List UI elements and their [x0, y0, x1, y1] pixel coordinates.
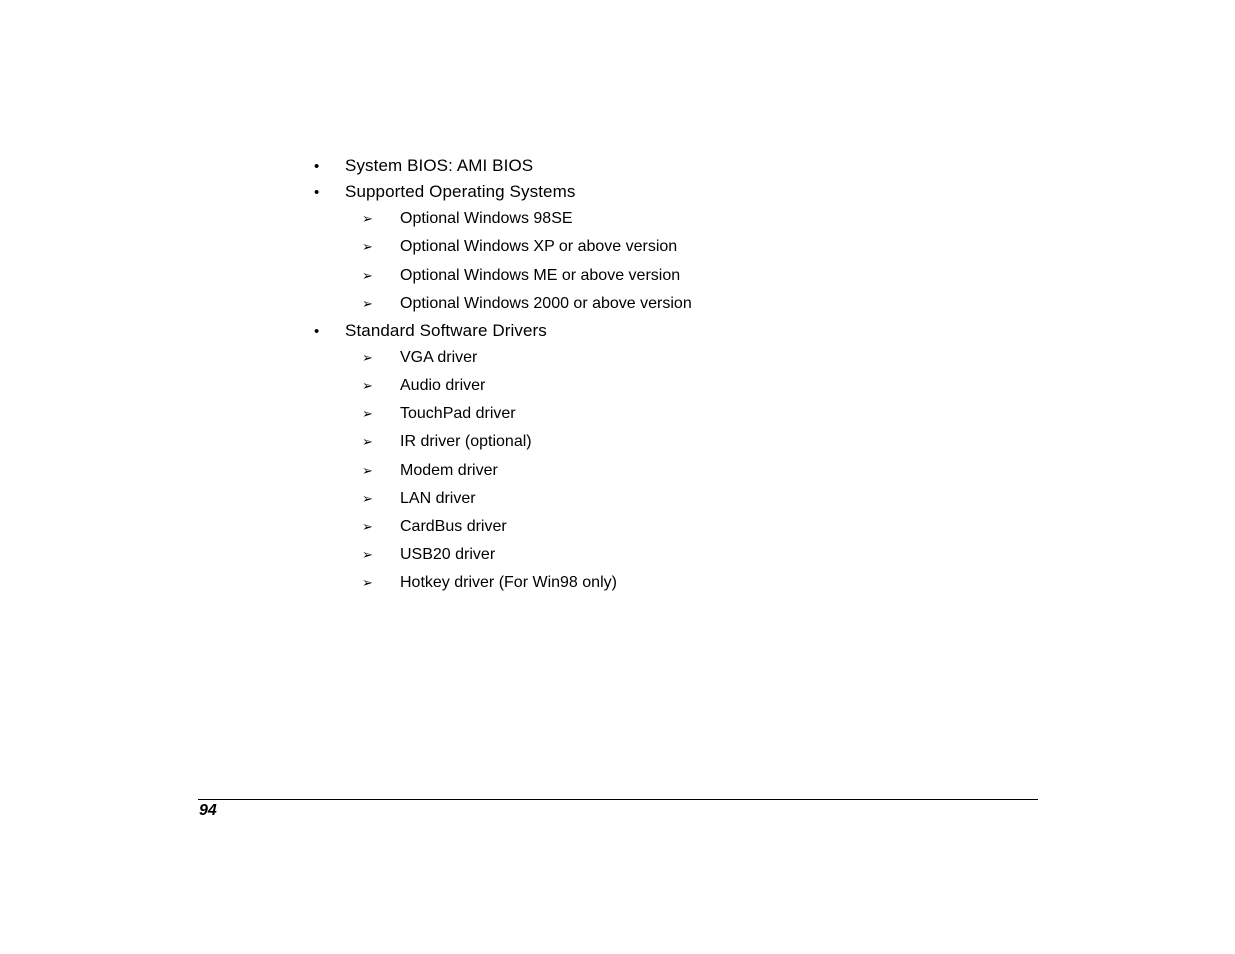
driver-item-touchpad [362, 403, 516, 425]
arrow-bullet-icon: ➢ [362, 463, 373, 478]
sub-item-text: CardBus driver [400, 518, 507, 535]
bullet-software-drivers [314, 320, 547, 343]
sub-item-text: Hotkey driver (For Win98 only) [400, 574, 617, 591]
arrow-bullet-icon: ➢ [362, 211, 373, 226]
os-item-winme [362, 265, 680, 287]
bullet-supported-os [314, 181, 575, 204]
bullet-system-bios [314, 155, 533, 178]
bullet-text: System BIOS: AMI BIOS [345, 156, 534, 175]
driver-item-ir [362, 431, 532, 453]
bullet-dot: • [314, 323, 320, 340]
arrow-bullet-icon: ➢ [362, 406, 373, 421]
bullet-text: Supported Operating Systems [345, 182, 576, 201]
os-item-winxp [362, 236, 677, 258]
sub-item-text: Optional Windows ME or above version [400, 267, 681, 284]
bullet-dot: • [314, 158, 320, 175]
driver-item-usb20 [362, 544, 495, 566]
arrow-bullet-icon: ➢ [362, 575, 373, 590]
sub-item-text: Optional Windows 98SE [400, 210, 573, 227]
driver-item-modem [362, 460, 498, 482]
sub-item-text: Optional Windows XP or above version [400, 238, 678, 255]
sub-item-text: Audio driver [400, 377, 486, 394]
arrow-bullet-icon: ➢ [362, 268, 373, 283]
arrow-bullet-icon: ➢ [362, 491, 373, 506]
bullet-text: Standard Software Drivers [345, 321, 547, 340]
driver-item-hotkey [362, 572, 617, 594]
arrow-bullet-icon: ➢ [362, 239, 373, 254]
sub-item-text: TouchPad driver [400, 405, 516, 422]
arrow-bullet-icon: ➢ [362, 434, 373, 449]
arrow-bullet-icon: ➢ [362, 350, 373, 365]
sub-item-text: IR driver (optional) [400, 433, 532, 450]
bullet-dot: • [314, 184, 320, 201]
driver-item-audio [362, 375, 485, 397]
arrow-bullet-icon: ➢ [362, 547, 373, 562]
footer-divider [198, 799, 1038, 800]
page-number: 94 [199, 802, 217, 819]
sub-item-text: Optional Windows 2000 or above version [400, 295, 692, 312]
arrow-bullet-icon: ➢ [362, 296, 373, 311]
sub-item-text: USB20 driver [400, 546, 496, 563]
os-item-win98se [362, 208, 573, 230]
driver-item-vga [362, 347, 477, 369]
sub-item-text: Modem driver [400, 462, 498, 479]
driver-item-cardbus [362, 516, 507, 538]
sub-item-text: LAN driver [400, 490, 476, 507]
driver-item-lan [362, 488, 476, 510]
arrow-bullet-icon: ➢ [362, 378, 373, 393]
arrow-bullet-icon: ➢ [362, 519, 373, 534]
sub-item-text: VGA driver [400, 349, 478, 366]
os-item-win2000 [362, 293, 692, 315]
